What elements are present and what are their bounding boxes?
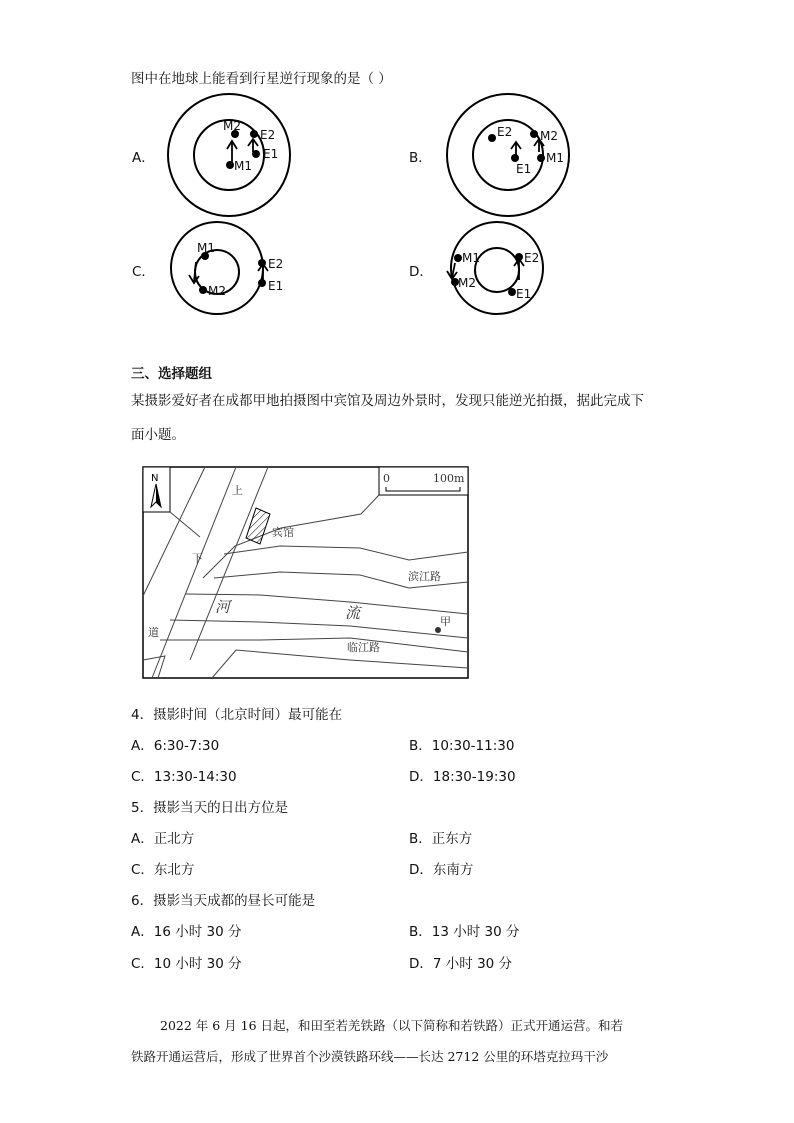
q4-option-b[interactable]: B．10:30-11:30 bbox=[409, 738, 515, 754]
q4-option-c[interactable]: C．13:30-14:30 bbox=[131, 769, 237, 785]
river-label-2: 流 bbox=[345, 604, 361, 622]
option-d-label[interactable]: D． bbox=[409, 264, 433, 280]
label-e2-d: E2 bbox=[524, 251, 540, 265]
q5-option-a[interactable]: A．正北方 bbox=[131, 831, 195, 847]
question-5-stem: 5．摄影当天的日出方位是 bbox=[131, 800, 289, 816]
option-b-label[interactable]: B． bbox=[409, 150, 432, 166]
section-intro-line2: 面小题。 bbox=[131, 427, 185, 443]
label-e1-c: E1 bbox=[268, 279, 284, 293]
linjiang-label: 临江路 bbox=[347, 641, 380, 654]
section-intro-line1: 某摄影爱好者在成都甲地拍摄图中宾馆及周边外景时，发现只能逆光拍摄，据此完成下 bbox=[131, 393, 644, 409]
hotel-label: 宾馆 bbox=[272, 526, 294, 539]
question-6-stem: 6．摄影当天成都的昼长可能是 bbox=[131, 893, 316, 909]
scale-zero: 0 bbox=[383, 472, 390, 485]
q5-option-d[interactable]: D．东南方 bbox=[409, 862, 474, 878]
label-m1-a: M1 bbox=[234, 159, 252, 173]
road-side-label: 道 bbox=[148, 626, 159, 639]
question-3-stem: 图中在地球上能看到行星逆行现象的是（ ） bbox=[131, 71, 392, 87]
label-e1-a: E1 bbox=[263, 147, 279, 161]
label-m2-c: M2 bbox=[208, 284, 226, 298]
label-m1-c: M1 bbox=[197, 241, 215, 255]
label-e1-b: E1 bbox=[516, 162, 532, 176]
q6-option-c[interactable]: C．10 小时 30 分 bbox=[131, 956, 242, 972]
q5-option-b[interactable]: B．正东方 bbox=[409, 831, 473, 847]
north-label: N bbox=[151, 473, 159, 484]
label-m2-d: M2 bbox=[458, 276, 476, 290]
label-e1-d: E1 bbox=[516, 287, 532, 301]
section-heading: 三、选择题组 bbox=[131, 366, 212, 382]
label-e2-c: E2 bbox=[268, 257, 284, 271]
q6-option-b[interactable]: B．13 小时 30 分 bbox=[409, 924, 520, 940]
label-m2-b: M2 bbox=[540, 129, 558, 143]
scale-length: 100m bbox=[433, 472, 465, 485]
passage-line-2: 铁路开通运营后，形成了世界首个沙漠铁路环线——长达 2712 公里的环塔克拉玛干沙 bbox=[131, 1049, 609, 1064]
label-m1-d: M1 bbox=[462, 251, 480, 265]
binjiang-label: 滨江路 bbox=[408, 570, 441, 583]
label-e2-b: E2 bbox=[497, 125, 513, 139]
label-m2-a: M2 bbox=[223, 119, 241, 133]
q6-option-a[interactable]: A．16 小时 30 分 bbox=[131, 924, 242, 940]
q4-option-d[interactable]: D．18:30-19:30 bbox=[409, 769, 516, 785]
label-e2-a: E2 bbox=[260, 128, 276, 142]
q6-option-d[interactable]: D．7 小时 30 分 bbox=[409, 956, 513, 972]
option-a-label[interactable]: A． bbox=[132, 150, 155, 166]
q4-option-a[interactable]: A．6:30-7:30 bbox=[131, 738, 220, 754]
road-lower-label: 下 bbox=[192, 552, 203, 565]
label-m1-b: M1 bbox=[546, 151, 564, 165]
question-4-stem: 4．摄影时间（北京时间）最可能在 bbox=[131, 707, 343, 723]
river-label-1: 河 bbox=[215, 598, 231, 616]
option-c-label[interactable]: C． bbox=[132, 264, 155, 280]
road-upper-label: 上 bbox=[232, 484, 243, 497]
passage-line-1: 2022 年 6 月 16 日起，和田至若羌铁路（以下简称和若铁路）正式开通运营。和若 bbox=[160, 1018, 624, 1033]
site-label: 甲 bbox=[440, 615, 451, 628]
q5-option-c[interactable]: C．东北方 bbox=[131, 862, 195, 878]
